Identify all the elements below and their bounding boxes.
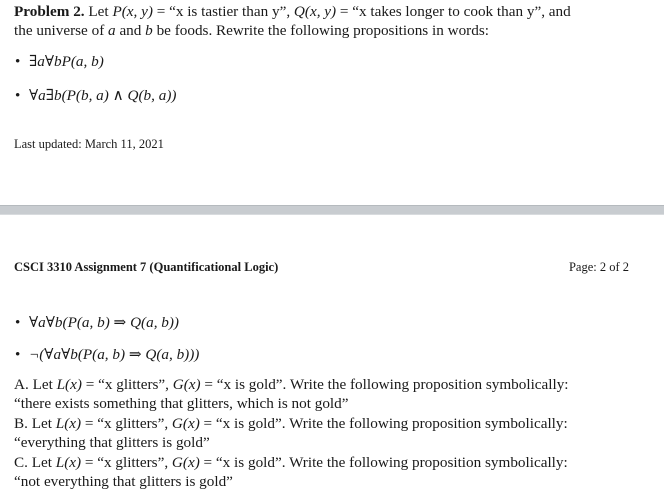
document-page-2 [0, 215, 664, 499]
item-label: A. [14, 376, 29, 393]
formula: ∀a∃b(P(b, a) ∧ Q(b, a)) [29, 87, 177, 104]
problem-label: Problem 2. [14, 3, 85, 20]
problem-2-statement: Problem 2. Let P(x, y) = “x is tastier than y”, Q(x, y) = “x takes longer to cook than y”, and the universe of a and b be foods. Rewrite the following propositions in words: [14, 3, 571, 39]
q-definition: “x takes longer to cook than y”, and [352, 3, 571, 20]
item-c: C. Let L(x) = “x glitters”, G(x) = “x is gold”. Write the following proposition symbolically: “not everything that glitters is gold” [14, 454, 568, 490]
q-function: Q(x, y) [293, 3, 337, 20]
page-number: Page: 2 of 2 [568, 260, 629, 274]
bullet-item [15, 52, 104, 71]
course-title: CSCI 3310 Assignment 7 (Quantificational Logic) [14, 260, 279, 274]
formula: ∀a∀b(P(a, b) ⇒ Q(a, b)) [29, 314, 179, 331]
page-separator [0, 205, 664, 215]
bullet-item [15, 313, 179, 332]
last-updated: Last updated: March 11, 2021 [14, 137, 164, 151]
bullet-dot: • [15, 314, 21, 331]
formula: ∃a∀bP(a, b) [29, 53, 104, 70]
item-quote: “there exists something that glitters, which is not gold” [14, 395, 349, 412]
bullet-dot: • [15, 87, 21, 104]
document-page-1 [0, 0, 664, 205]
item-label: B. [14, 415, 28, 432]
item-quote: “not everything that glitters is gold” [14, 473, 233, 490]
bullet-item [15, 86, 176, 105]
item-quote: “everything that glitters is gold” [14, 434, 210, 451]
formula: ¬(∀a∀b(P(a, b) ⇒ Q(a, b))) [29, 346, 200, 363]
item-b: B. Let L(x) = “x glitters”, G(x) = “x is gold”. Write the following proposition symbolically: “everything that glitters is gold” [14, 415, 568, 451]
p-definition: “x is tastier than y”, [169, 3, 291, 20]
p-function: P(x, y) [112, 3, 153, 20]
item-label: C. [14, 454, 28, 471]
bullet-dot: • [15, 53, 21, 70]
bullet-item [15, 345, 199, 364]
bullet-dot: • [15, 346, 21, 363]
item-a: A. Let L(x) = “x glitters”, G(x) = “x is gold”. Write the following proposition symbolically: “there exists something that glitters, which is not gold” [14, 376, 569, 412]
